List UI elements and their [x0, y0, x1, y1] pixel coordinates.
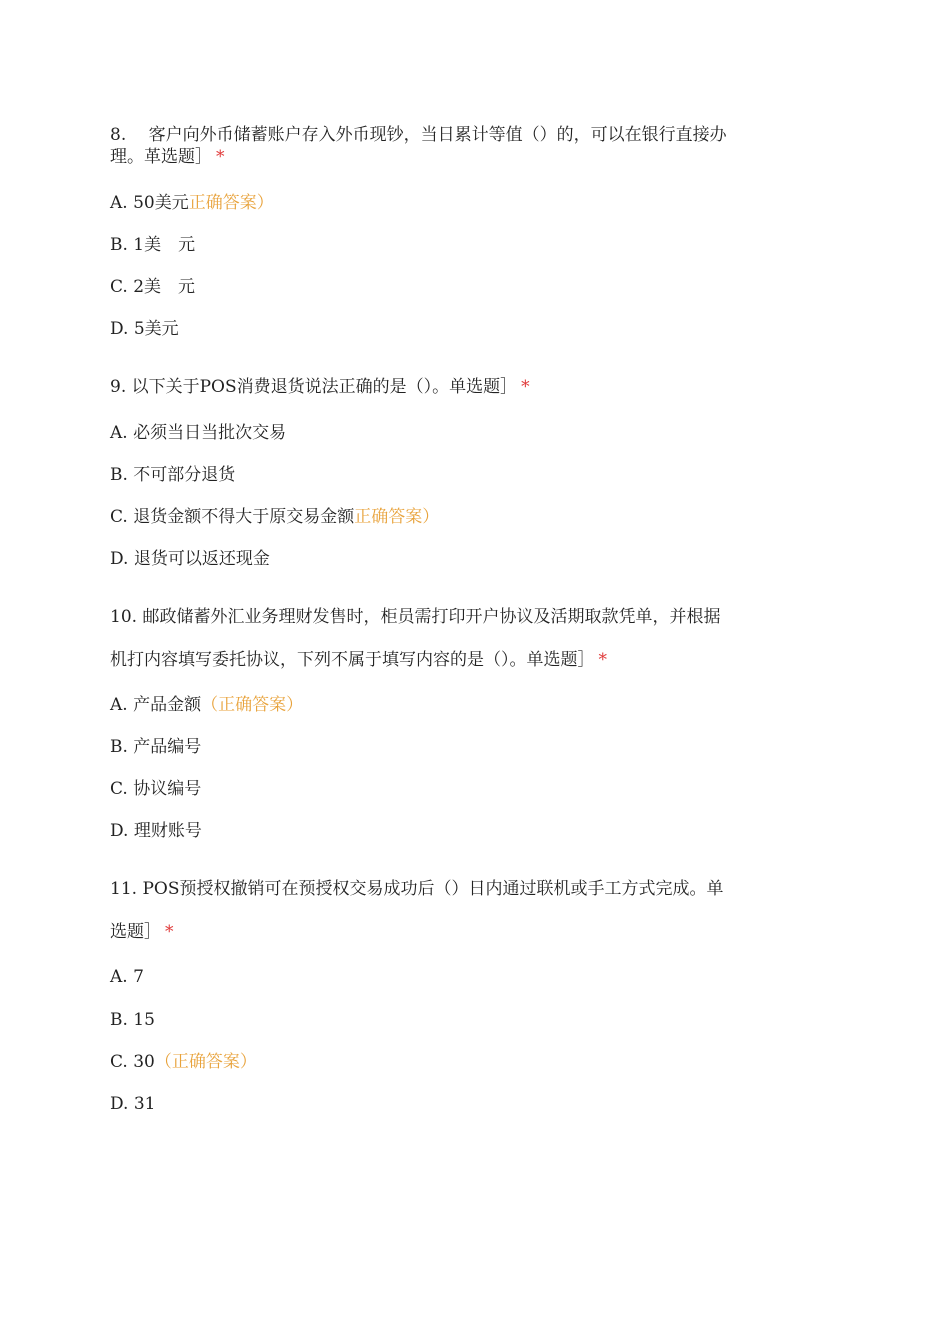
question-8-line-2	[110, 146, 810, 168]
question-text: 选题］	[110, 922, 161, 942]
option-9-c	[110, 506, 439, 528]
question-text: 9. 以下关于POS消费退货说法正确的是（）。单选题］	[110, 377, 518, 397]
option-8-c	[110, 276, 195, 298]
option-11-c	[110, 1051, 257, 1073]
option-label: C. 2美 元	[110, 277, 196, 297]
correct-answer-tag: （正确答案）	[154, 1052, 257, 1072]
option-9-b	[110, 464, 235, 486]
question-text: 11. POS预授权撤销可在预授权交易成功后（）日内通过联机或手工方式完成。单	[110, 879, 724, 899]
question-10-line-2	[110, 649, 810, 671]
question-11-line-1	[110, 878, 810, 900]
option-8-a	[110, 192, 274, 214]
question-9-line-1	[110, 376, 810, 398]
question-10-line-1	[110, 606, 810, 628]
option-label: B. 1美 元	[110, 235, 196, 255]
required-star: *	[598, 650, 607, 670]
option-9-d	[110, 548, 270, 570]
option-10-b	[110, 736, 201, 758]
option-10-c	[110, 778, 201, 800]
question-8-line-1	[110, 124, 810, 146]
question-text: 10. 邮政储蓄外汇业务理财发售时，柜员需打印开户协议及活期取款凭单，并根据	[110, 607, 721, 627]
option-label: A. 必须当日当批次交易	[110, 423, 287, 443]
option-11-b	[110, 1009, 155, 1031]
option-label: D. 理财账号	[110, 821, 202, 841]
option-label: A. 产品金额	[110, 695, 202, 715]
option-label: D. 退货可以返还现金	[110, 549, 270, 569]
option-9-a	[110, 422, 286, 444]
question-11-line-2	[110, 921, 810, 943]
option-label: B. 产品编号	[110, 737, 202, 757]
question-text: 8. 客户向外币储蓄账户存入外币现钞，当日累计等值（）的，可以在银行直接办	[110, 125, 727, 145]
required-star: *	[521, 377, 530, 397]
option-label: A. 50美元	[110, 193, 189, 213]
question-text: 理。革选题］	[110, 147, 212, 167]
option-label: C. 协议编号	[110, 779, 202, 799]
correct-answer-tag: 正确答案）	[354, 507, 440, 527]
correct-answer-tag: （正确答案）	[201, 695, 304, 715]
required-star: *	[216, 147, 225, 167]
required-star: *	[165, 922, 174, 942]
option-8-d	[110, 318, 179, 340]
option-8-b	[110, 234, 195, 256]
option-label: C. 退货金额不得大于原交易金额	[110, 507, 355, 527]
option-label: B. 不可部分退货	[110, 465, 236, 485]
option-11-d	[110, 1093, 155, 1115]
option-label: D. 5美元	[110, 319, 179, 339]
option-10-a	[110, 694, 303, 716]
option-label: A. 7	[110, 967, 144, 987]
correct-answer-tag: 正确答案）	[188, 193, 274, 213]
question-text: 机打内容填写委托协议，下列不属于填写内容的是（）。单选题］	[110, 650, 595, 670]
option-label: D. 31	[110, 1094, 156, 1114]
option-10-d	[110, 820, 202, 842]
option-label: C. 30	[110, 1052, 155, 1072]
option-label: B. 15	[110, 1010, 155, 1030]
option-11-a	[110, 966, 144, 988]
